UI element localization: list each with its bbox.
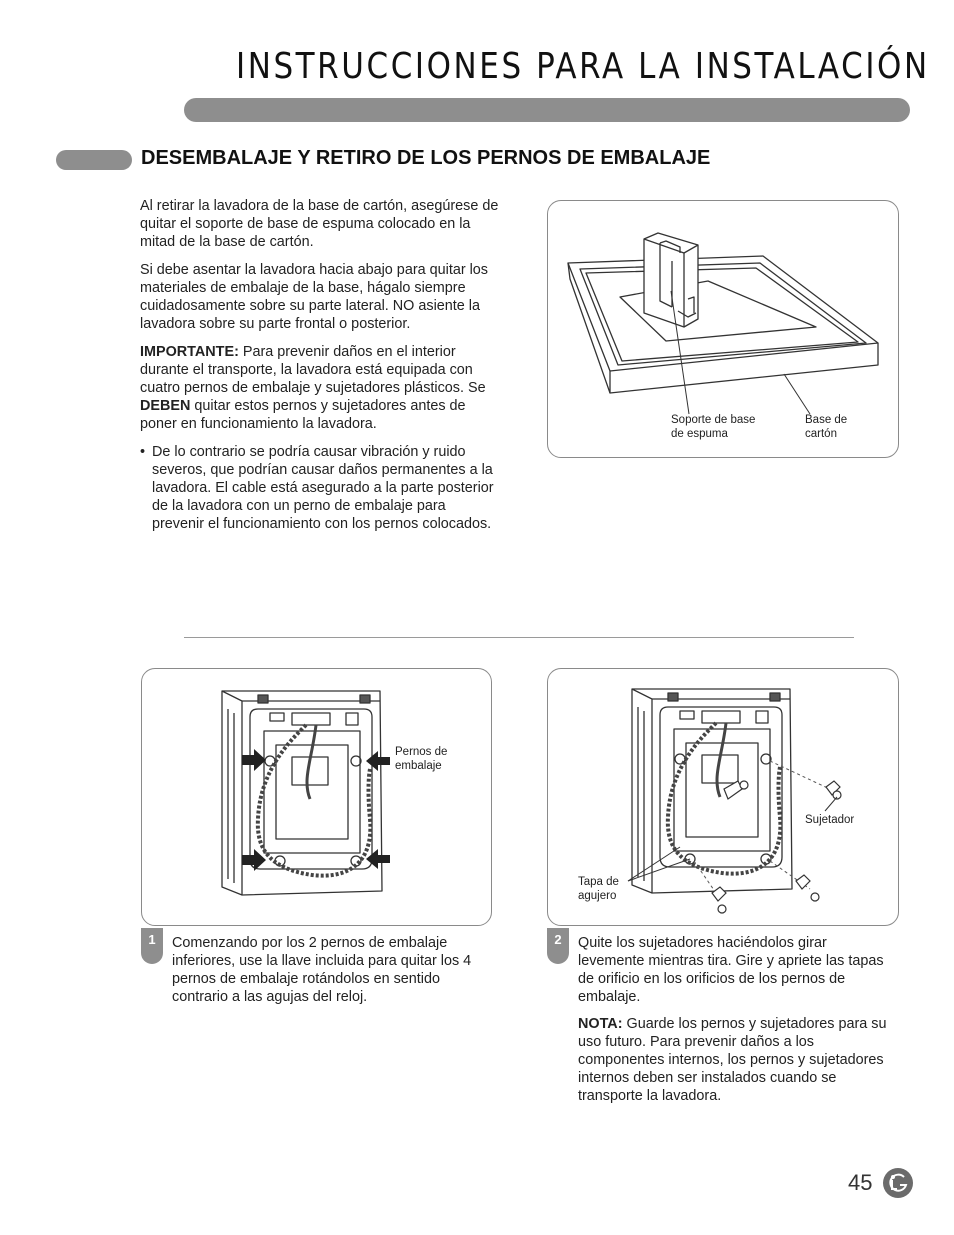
step-1-paragraph: Comenzando por los 2 pernos de embalaje inferiores, use la llave incluida para quitar los 4 pernos de embalaje rotándolos en sentido contrario a las agujas del reloj. <box>172 935 472 1005</box>
step-2-note <box>578 1015 896 1105</box>
intro-text <box>140 197 500 533</box>
figure-cardboard-base <box>547 200 899 458</box>
note-text: Guarde los pernos y sujetadores para su uso futuro. Para prevenir daños a los componentes internos, los pernos y sujetadores internos deben ser instalados cuando se transporte la lavadora. <box>578 1016 887 1104</box>
important-label: IMPORTANTE: <box>140 344 239 360</box>
page-title: INSTRUCCIONES PARA LA INSTALACIÓN <box>236 46 930 87</box>
bullet-text: De lo contrario se podría causar vibración y ruido severos, que podrían causar daños permanentes a la lavadora. El cable está asegurado a la parte posterior de la lavadora con un perno de embalaje para prevenir el funcionamiento con los pernos colocados. <box>152 444 494 532</box>
step-2-text <box>578 934 896 1114</box>
intro-paragraph-2: Si debe asentar la lavadora hacia abajo para quitar los materiales de embalaje de la base, hágalo siempre cuidadosamente sobre su parte lateral. NO asiente la lavadora sobre su parte frontal o posterior. <box>140 262 489 332</box>
step-2-badge: 2 <box>547 928 569 964</box>
label-foam-line1: Soporte de base <box>671 414 756 426</box>
title-bar <box>184 98 910 122</box>
label-bolts-line1: Pernos de <box>395 746 448 758</box>
page-number: 45 <box>848 1170 873 1195</box>
bullet-item <box>140 443 500 533</box>
label-foam-line2: de espuma <box>671 428 728 440</box>
label-fastener: Sujetador <box>805 814 855 826</box>
section-title: DESEMBALAJE Y RETIRO DE LOS PERNOS DE EMBALAJE <box>141 147 711 169</box>
label-carton-line2: cartón <box>805 428 837 440</box>
important-paragraph <box>140 343 500 433</box>
important-text-b: quitar estos pernos y sujetadores antes de poner en funcionamiento la lavadora. <box>140 398 466 432</box>
step-1-badge: 1 <box>141 928 163 964</box>
intro-paragraph-1: Al retirar la lavadora de la base de cartón, asegúrese de quitar el soporte de base de espuma colocado en la mitad de la base de cartón. <box>140 198 499 250</box>
section-marker <box>56 150 132 170</box>
step-2-paragraph: Quite los sujetadores haciéndolos girar levemente mientras tira. Gire y apriete las tapas de orificio en los orificios de los pernos de embalaje. <box>578 935 884 1005</box>
important-bold: DEBEN <box>140 398 191 414</box>
cardboard-base-illustration <box>548 201 898 457</box>
figure-step-1 <box>141 668 492 926</box>
bullet-dot: • <box>140 444 146 460</box>
figure-step-2 <box>547 668 899 926</box>
label-bolts-line2: embalaje <box>395 760 442 772</box>
washer-back-fasteners-illustration <box>548 669 898 925</box>
section-divider <box>184 637 854 638</box>
important-text-a: Para prevenir daños en el interior durante el transporte, la lavadora está equipada con cuatro pernos de embalaje y sujetadores plásticos. Se <box>140 344 486 396</box>
note-label: NOTA: <box>578 1016 623 1032</box>
washer-back-bolts-illustration <box>142 669 491 925</box>
lg-logo-icon <box>882 1167 914 1199</box>
label-carton-line1: Base de <box>805 414 848 426</box>
step-1-text <box>172 934 490 1015</box>
label-cap-line1: Tapa de <box>578 876 619 888</box>
label-cap-line2: agujero <box>578 890 617 902</box>
